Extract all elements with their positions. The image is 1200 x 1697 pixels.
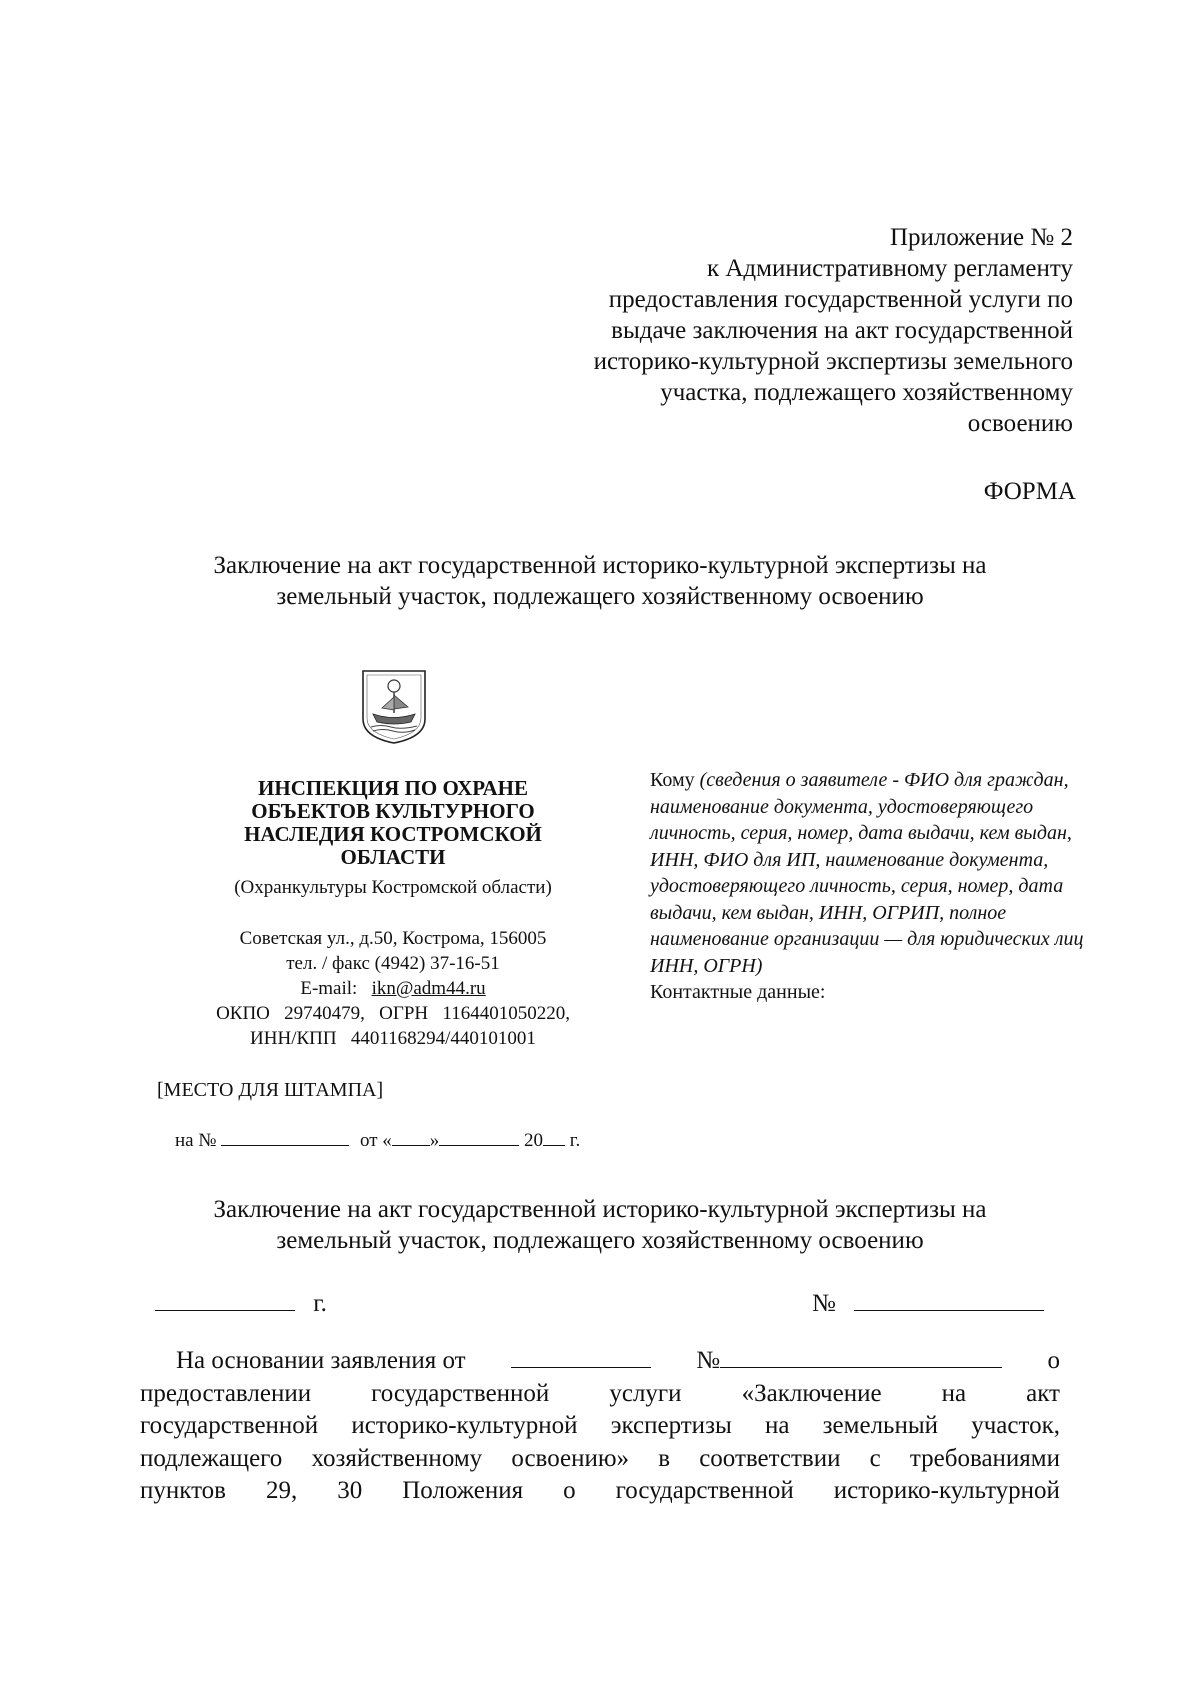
kostroma-coat-of-arms-icon bbox=[361, 669, 427, 745]
org-address: Советская ул., д.50, Кострома, 156005 bbox=[239, 928, 547, 949]
appendix-header bbox=[513, 222, 1073, 439]
body-word: «Заключение bbox=[741, 1379, 882, 1407]
org-okpo-ogrn: ОКПО 29740479, ОГРН 1164401050220, bbox=[216, 1003, 570, 1024]
organization-name bbox=[178, 777, 608, 869]
number-field bbox=[812, 1288, 1044, 1318]
conclusion-title bbox=[140, 1194, 1060, 1256]
org-name-line: ИНСПЕКЦИЯ ПО ОХРАНЕ bbox=[258, 776, 528, 800]
body-word: 30 bbox=[337, 1477, 363, 1504]
body-word: 29, bbox=[265, 1477, 298, 1504]
appendix-line: участка, подлежащего хозяйственному bbox=[660, 379, 1073, 406]
recipient-block bbox=[650, 767, 1120, 1006]
appendix-line: Приложение № 2 bbox=[889, 224, 1073, 251]
stamp-placeholder: [МЕСТО ДЛЯ ШТАМПА] bbox=[157, 1079, 384, 1101]
recipient-hint: (сведения о заявителе - ФИО для граждан, наименование документа, удостоверяющего личность, серия, номер, дата выдачи, кем выдан, ИНН, ФИО для ИП, наименование документа, удостоверяющего личность, серия, номер, дата выдачи, кем выдан, ИНН, ОГРИП, полное наименование организации — для юридических лиц ИНН, ОГРН) bbox=[650, 769, 1084, 977]
ref-from-label: от « bbox=[359, 1130, 392, 1151]
title-line: Заключение на акт государственной историко-культурной экспертизы на bbox=[213, 552, 987, 579]
body-word: государственной bbox=[615, 1477, 794, 1504]
reference-line bbox=[175, 1128, 580, 1152]
appendix-line: предоставления государственной услуги по bbox=[608, 286, 1073, 313]
body-word: на bbox=[941, 1379, 967, 1407]
application-date-blank[interactable] bbox=[511, 1345, 651, 1368]
body-word: услуги bbox=[609, 1379, 682, 1407]
title-line: земельный участок, подлежащего хозяйственному освоению bbox=[276, 1227, 924, 1254]
org-email-row bbox=[178, 976, 608, 1001]
recipient-details bbox=[650, 767, 1120, 979]
appendix-line: историко-культурной экспертизы земельного bbox=[593, 348, 1073, 375]
org-inn-kpp: ИНН/КПП 4401168294/440101001 bbox=[250, 1028, 536, 1049]
body-word: историко-культурной bbox=[833, 1477, 1060, 1504]
body-line1-no: № bbox=[696, 1347, 721, 1374]
body-line: подлежащего хозяйственному освоению» в соответствии с требованиями bbox=[140, 1444, 1060, 1472]
body-text bbox=[140, 1345, 1060, 1508]
form-label: ФОРМА bbox=[983, 478, 1076, 505]
recipient-contacts: Контактные данные: bbox=[650, 981, 826, 1003]
body-word: Положения bbox=[402, 1477, 524, 1504]
body-line bbox=[140, 1475, 1060, 1508]
body-word: о bbox=[563, 1477, 576, 1504]
body-line1-start: На основании заявления от bbox=[176, 1347, 466, 1374]
appendix-line: освоению bbox=[967, 410, 1073, 437]
ref-month-blank[interactable] bbox=[439, 1128, 519, 1146]
organization-short-name: (Охранкультуры Костромской области) bbox=[234, 877, 552, 898]
organization-contacts bbox=[178, 926, 608, 1051]
ref-day-blank[interactable] bbox=[392, 1128, 430, 1146]
date-blank[interactable] bbox=[155, 1288, 295, 1311]
number-blank[interactable] bbox=[854, 1288, 1044, 1311]
org-name-line: ОБЪЕКТОВ КУЛЬТУРНОГО bbox=[251, 799, 535, 823]
ref-year-blank[interactable] bbox=[543, 1128, 565, 1146]
org-name-line: НАСЛЕДИЯ КОСТРОМСКОЙ bbox=[244, 822, 542, 846]
date-field bbox=[155, 1288, 327, 1318]
body-line1-end: о bbox=[1047, 1347, 1060, 1374]
appendix-line: к Административному регламенту bbox=[706, 255, 1073, 282]
email-label: E-mail: bbox=[300, 978, 358, 999]
application-number-group bbox=[696, 1345, 1002, 1378]
recipient-label: Кому bbox=[650, 769, 695, 791]
body-word: предоставлении bbox=[140, 1379, 312, 1407]
ref-number-blank[interactable] bbox=[221, 1128, 349, 1146]
body-word: государственной bbox=[371, 1379, 550, 1407]
ref-year-suffix: г. bbox=[569, 1130, 581, 1151]
email-link[interactable]: ikn@adm44.ru bbox=[371, 978, 486, 999]
ref-quote-close: » bbox=[429, 1130, 440, 1151]
body-line bbox=[140, 1378, 1060, 1411]
ref-no-label: на № bbox=[175, 1130, 217, 1151]
title-line: Заключение на акт государственной историко-культурной экспертизы на bbox=[213, 1196, 987, 1223]
application-number-blank[interactable] bbox=[720, 1345, 1002, 1368]
ref-year-prefix: 20 bbox=[524, 1130, 544, 1151]
number-label: № bbox=[812, 1290, 836, 1317]
body-word: акт bbox=[1026, 1379, 1060, 1407]
org-name-line: ОБЛАСТИ bbox=[340, 845, 446, 869]
appendix-line: выдаче заключения на акт государственной bbox=[611, 317, 1073, 344]
body-line: государственной историко-культурной экспертизы на земельный участок, bbox=[140, 1412, 1060, 1439]
title-line: земельный участок, подлежащего хозяйственному освоению bbox=[276, 583, 924, 610]
document-title bbox=[140, 550, 1060, 612]
body-line bbox=[140, 1345, 1060, 1378]
body-word: пунктов bbox=[140, 1477, 226, 1504]
org-phone: тел. / факс (4942) 37-16-51 bbox=[286, 953, 500, 974]
date-suffix: г. bbox=[313, 1290, 327, 1317]
